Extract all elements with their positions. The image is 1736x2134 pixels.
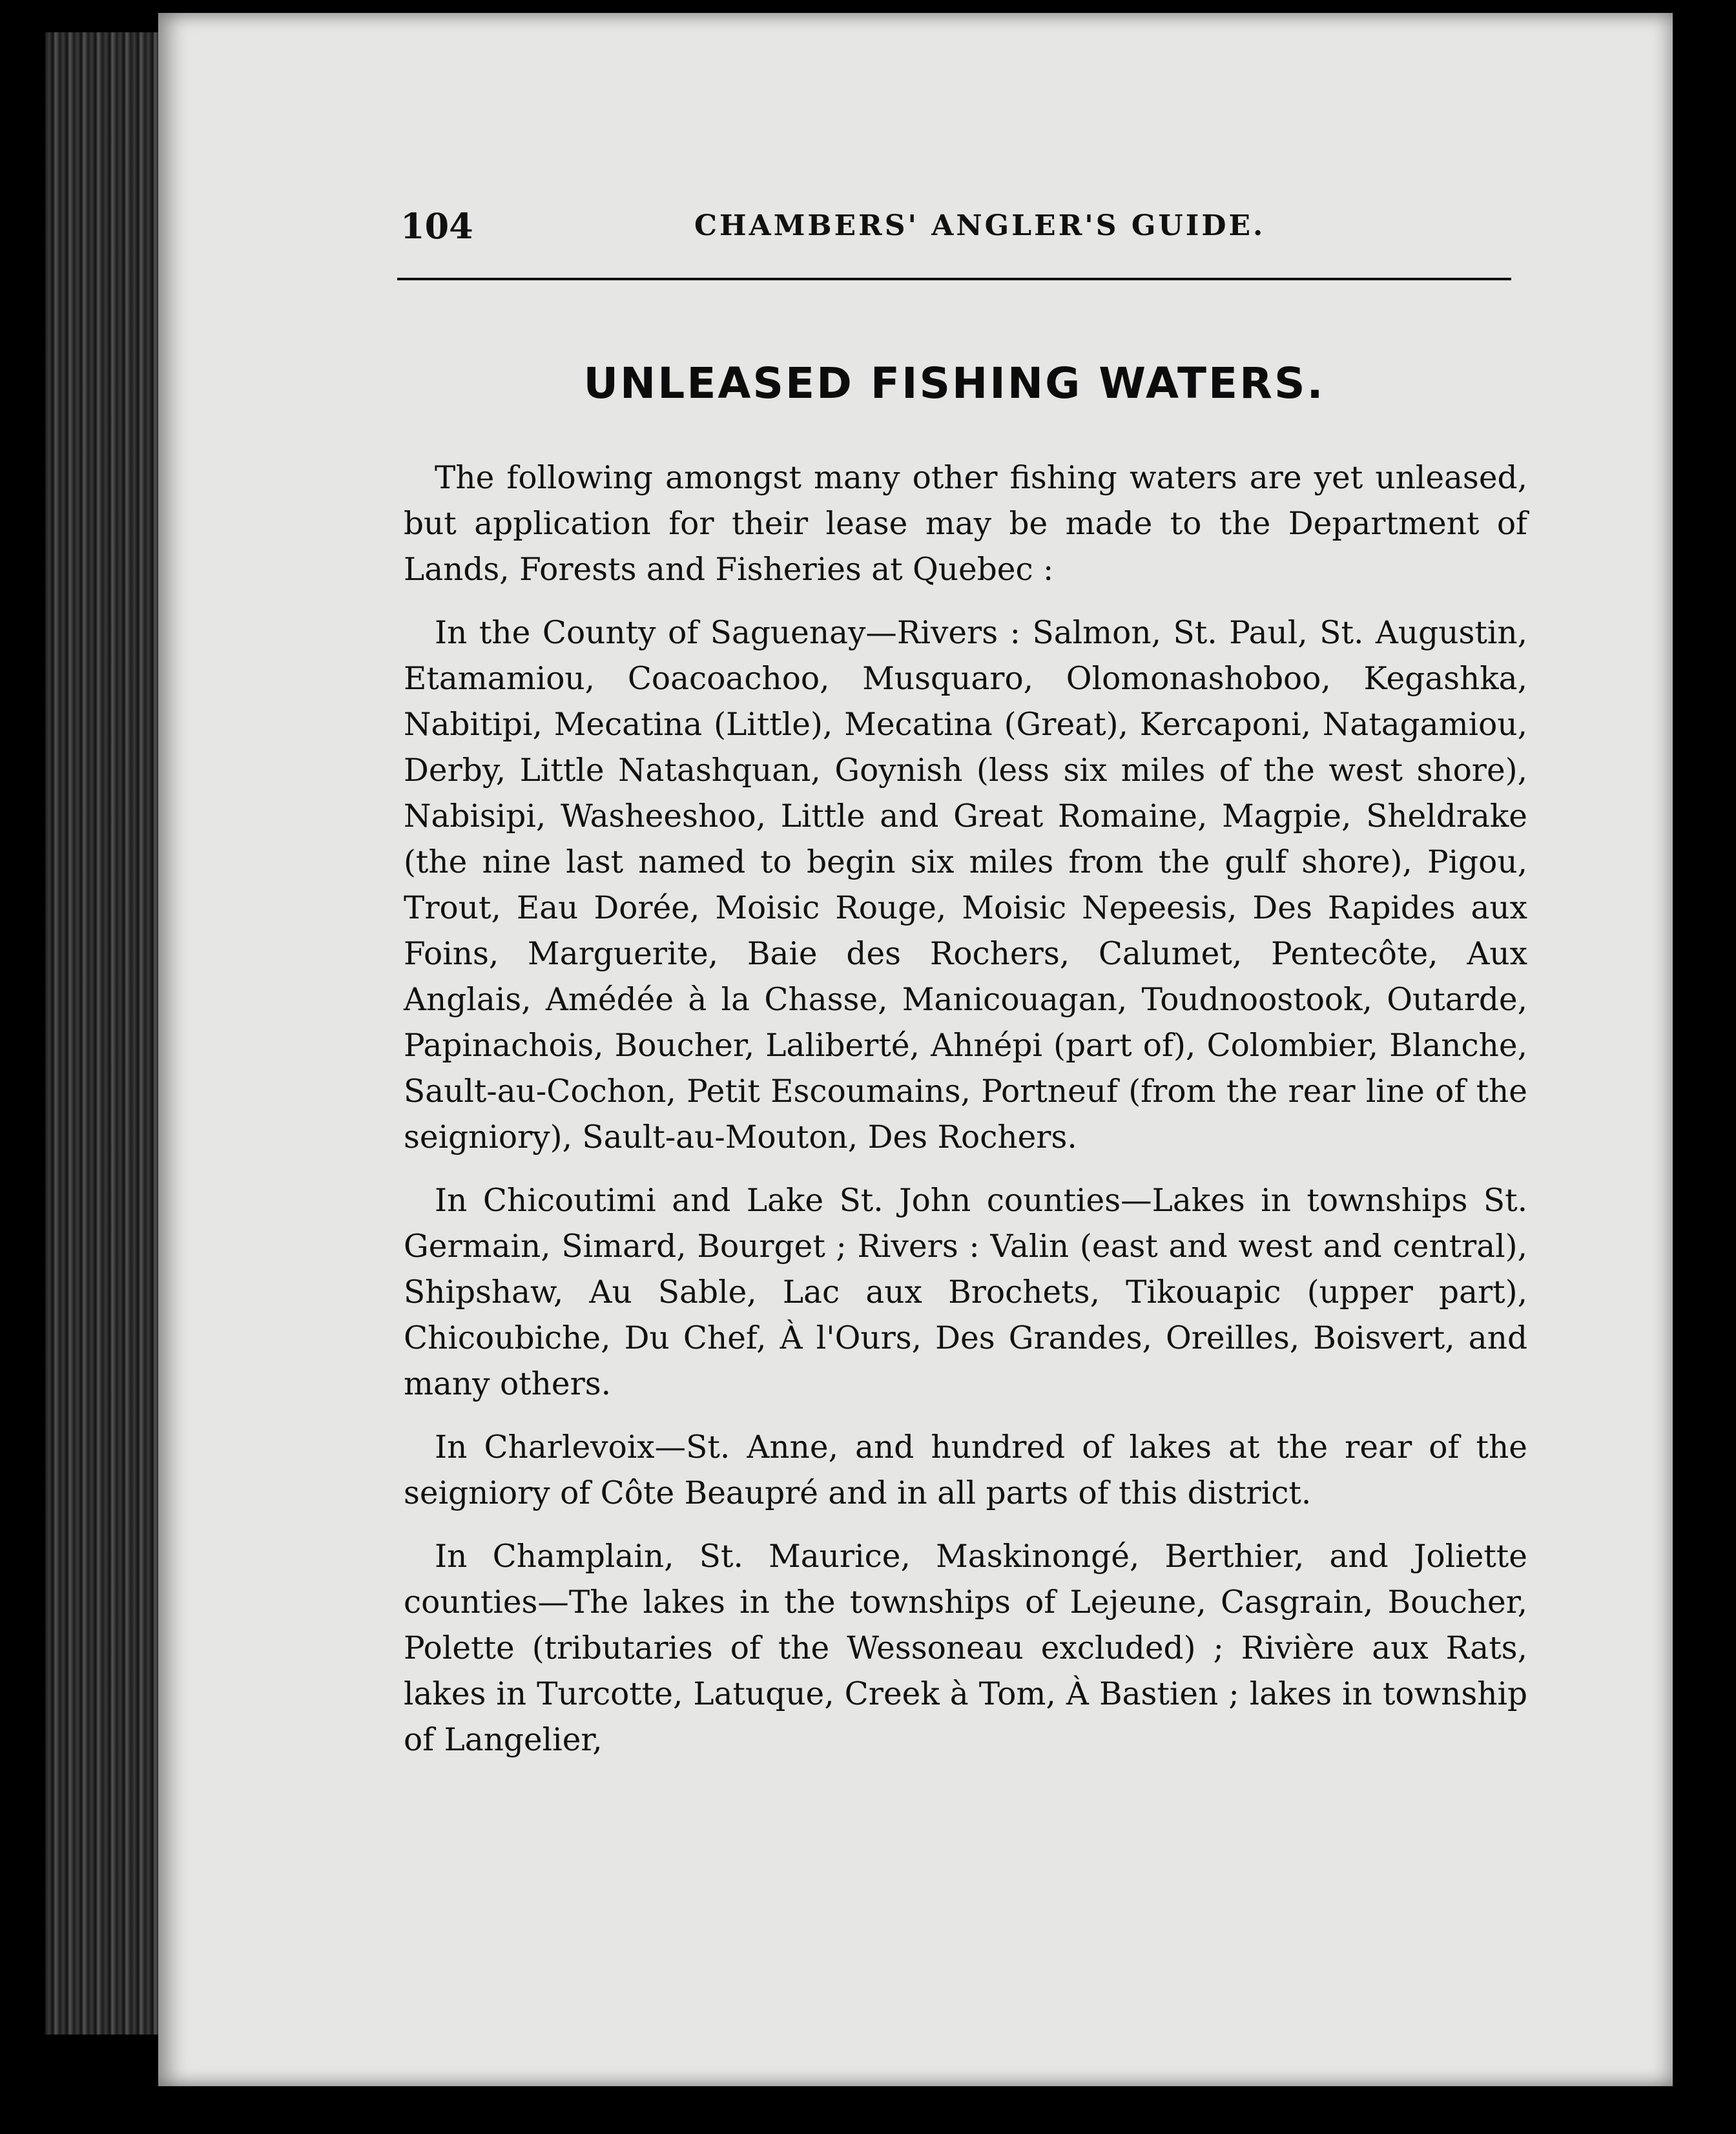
paragraph-intro: The following amongst many other fishing waters are yet unleased, but application for their lease may be made to the Department of Lands, Forests and Fisheries at Quebec : xyxy=(404,460,1527,588)
paragraph-charlevoix: In Charlevoix—St. Anne, and hundred of lakes at the rear of the seigniory of Côte Beaupré and in all parts of this district. xyxy=(404,1429,1527,1511)
running-head xyxy=(400,205,1511,257)
section-title: UNLEASED FISHING WATERS. xyxy=(583,358,1325,408)
scan-border xyxy=(1673,0,1736,2134)
running-title: CHAMBERS' ANGLER'S GUIDE. xyxy=(694,209,1266,242)
paragraph-champlain: In Champlain, St. Maurice, Maskinongé, Berthier, and Joliette counties—The lakes in the townships of Lejeune, Casgrain, Boucher, Polette (tributaries of the Wessoneau excluded) ; Rivière aux Rats, lakes in Turcotte, Latuque, Creek à Tom, À Bastien ; lakes in township of Langelier, xyxy=(404,1538,1527,1758)
paragraph-chicoutimi: In Chicoutimi and Lake St. John counties—Lakes in townships St. Germain, Simard, Bourget ; Rivers : Valin (east and west and central), Shipshaw, Au Sable, Lac aux Brochets, Tikouapic (upper part), Chicoubiche, Du Chef, À l'Ours, Des Grandes, Oreilles, Boisvert, and many others. xyxy=(404,1183,1527,1402)
paragraph-saguenay: In the County of Saguenay—Rivers : Salmon, St. Paul, St. Augustin, Etamamiou, Coacoachoo, Musquaro, Olomonashoboo, Kegashka, Nabitipi, Mecatina (Little), Mecatina (Great), Kercaponi, Natagamiou, Derby, Little Natashquan, Goynish (less six miles of the west shore), Nabisipi, Washeeshoo, Little and Great Romaine, Magpie, Sheldrake (the nine last named to begin six miles from the gulf shore), Pigou, Trout, Eau Dorée, Moisic Rouge, Moisic Nepeesis, Des Rapides aux Foins, Marguerite, Baie des Rochers, Calumet, Pentecôte, Aux Anglais, Amédée à la Chasse, Manicouagan, Toudnoostook, Outarde, Papinachois, Boucher, Laliberté, Ahnépi (part of), Colombier, Blanche, Sault-au-Cochon, Petit Escoumains, Portneuf (from the rear line of the seigniory), Sault-au-Mouton, Des Rochers. xyxy=(404,615,1527,1155)
book-edge xyxy=(45,32,168,2035)
body-text xyxy=(404,455,1527,1781)
page-number: 104 xyxy=(400,205,473,247)
header-rule xyxy=(397,278,1511,280)
